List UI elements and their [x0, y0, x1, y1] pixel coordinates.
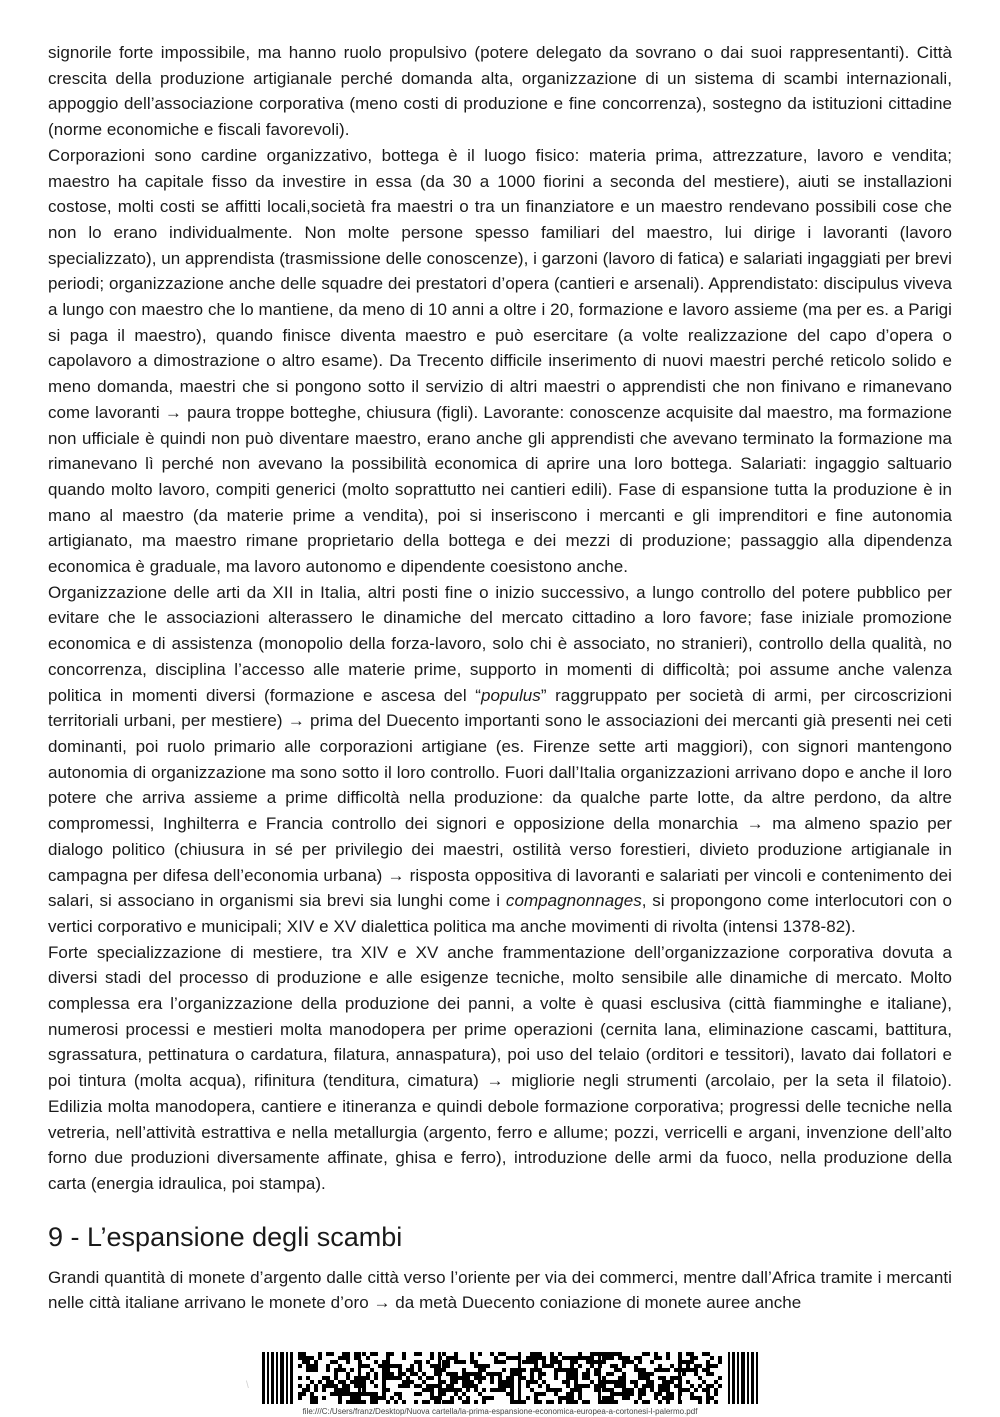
paragraph — [48, 580, 952, 940]
page-footer — [0, 1352, 1000, 1417]
watermark-mark: \ — [246, 1380, 249, 1391]
paragraph: Grandi quantità di monete d’argento dalle città verso l’oriente per via dei commerci, mentre dall’Africa tramite i mercanti nelle città italiane arrivano le monete d’oro → da metà Duecento coniazione di monete auree anche — [48, 1267, 952, 1313]
text-span: , si propongono come interlocutori con o vertici corporativo e municipali; XIV e XV dialettica politica ma anche movimenti di rivolta (intensi 1378-82). — [48, 891, 952, 936]
barcode-image — [262, 1352, 758, 1404]
section-paragraph-clip — [48, 1265, 952, 1317]
file-path-label: file:///C:/Users/franz/Desktop/Nuova cartella/la-prima-espansione-economica-europea-a-cortonesi-l-palermo.pdf — [302, 1407, 698, 1416]
text-span: Organizzazione delle arti da XII in Italia, altri posti fine o inizio successivo, a lungo controllo del potere pubblico per evitare che le associazioni alterassero le dinamiche del mercato cittadino a loro favore; fase iniziale promozione economica e di assistenza (monopolio della forza-lavoro, solo chi è associato, no stranieri), controllo della qualità, no concorrenza, disciplina l’accesso alle materie prime, supporto in momenti di difficoltà; poi assume anche valenza politica in momenti diversi (formazione e ascesa del “ — [48, 582, 952, 705]
document-page — [48, 40, 952, 1317]
text-span: ” raggruppato per società di armi, per circoscrizioni territoriali urbani, per mestiere) → prima del Duecento importanti sono le associazioni dei mercanti già presenti nei ceti dominanti, poi ruolo primario alle corporazioni artigiane (es. Firenze sette arti maggiori), con signori mantengono autonomia di organizzazione ma sono sotto il loro controllo. Fuori dall’Italia organizzazioni arrivano dopo e anche il loro potere che arriva assieme a prime difficoltà nella produzione: da qualche parte lotte, da altre perdono, da altre compromessi, Inghilterra e Francia controllo dei signori e opposizione della monarchia → ma almeno spazio per dialogo politico (chiusura in sé per privilegio dei maestri, ostilità verso forestieri, divieto produzione artigianale in campagna per difesa dell’economia urbana) → risposta oppositiva di lavoranti e salariati per vincoli e contenimento dei salari, si associano in organismi sia brevi sia lunghi come i — [48, 685, 952, 911]
paragraph: signorile forte impossibile, ma hanno ruolo propulsivo (potere delegato da sovrano o dai suoi rappresentanti). Città crescita della produzione artigianale perché domanda alta, organizzazione di un sistema di scambi internazionali, appoggio dell’associazione corporativa (meno costi di produzione e fine concorrenza), sostegno da istituzioni cittadine (norme economiche e fiscali favorevoli). — [48, 43, 952, 140]
section-heading: 9 - L’espansione degli scambi — [48, 1221, 403, 1252]
paragraph: Corporazioni sono cardine organizzativo, bottega è il luogo fisico: materia prima, attrezzature, lavoro e vendita; maestro ha capitale fisso da investire in essa (da 30 a 1000 fiorini a seconda del mestiere), aiuti se installazioni costose, molti costi se affitti locali,società fra maestri o tra un finanziatore e un maestro rendevano possibili cose che non lo erano individualmente. Non molte persone spesso familiari del maestro, lui dirige i lavoranti (lavoro specializzato), un apprendista (trasmissione delle conoscenze), i garzoni (lavoro di fatica) e salariati ingaggiati per brevi periodi; organizzazione anche delle squadre dei prestatori d’opera (cantieri e arsenali). Apprendistato: discipulus viveva a lungo con maestro che lo mantiene, da meno di 10 anni a oltre i 20, formazione e lavoro assieme (ma per es. a Parigi si paga il maestro), quando finisce diventa maestro e può esercitare (a volte realizzazione del capo d’opera o capolavoro a dimostrazione o altro esame). Da Trecento difficile inserimento di nuovi maestri perché reticolo solido e meno domanda, maestri che si pongono sotto il servizio di altri maestri o apprendisti che non finivano e rimanevano come lavoranti → paura troppe botteghe, chiusura (figli). Lavorante: conoscenze acquisite dal maestro, ma formazione non ufficiale è quindi non può diventare maestro, erano anche gli apprendisti che avevano terminato la formazione ma rimanevano lì perché non avevano la possibilità economica di aprire una loro bottega. Salariati: ingaggio saltuario quando molto lavoro, compiti generici (molto soprattutto nei cantieri edili). Fase di espansione tutta la produzione è in mano al maestro (da materie prime a vendita), poi si inseriscono i mercanti e gli imprenditori e fine autonomia artigianato, ma maestro rimane proprietario della bottega e dei mezzi di produzione; passaggio alla dipendenza economica è graduale, ma lavoro autonomo e dipendente coesistono anche. — [48, 145, 952, 577]
paragraph: Forte specializzazione di mestiere, tra XIV e XV anche frammentazione dell’organizzazione corporativa dovuta a diversi stadi del processo di produzione e alle esigenze tecniche, molto sensibile alle dinamiche di mercato. Molto complessa era l’organizzazione della produzione dei panni, a volte è quasi esclusiva (città fiamminghe e italiane), numerosi processi e mestieri molta manodopera per prime operazioni (cernita lana, eliminazione cascami, battitura, sgrassatura, pettinatura o cardatura, filatura, annaspatura), poi uso del telaio (orditori e tessitori), lavato dai follatori e poi tintura (molta acqua), rifinitura (tenditura, cimatura) → migliorie negli strumenti (arcolaio, per la seta il filatoio). Edilizia molta manodopera, cantiere e itineranza e quindi debole formazione corporativa; progressi delle tecniche nella vetreria, nell’attività estrattiva e nella metallurgia (argento, ferro e allume; pozzi, verricelli e argani, invenzione dell’alto forno due produzioni diversamente affinate, ghisa e ferro), introduzione delle armi da fuoco, nella produzione della carta (energia idraulica, poi stampa). — [48, 942, 952, 1193]
italic-term: compagnonnages — [505, 891, 642, 911]
italic-term: populus — [480, 685, 541, 705]
